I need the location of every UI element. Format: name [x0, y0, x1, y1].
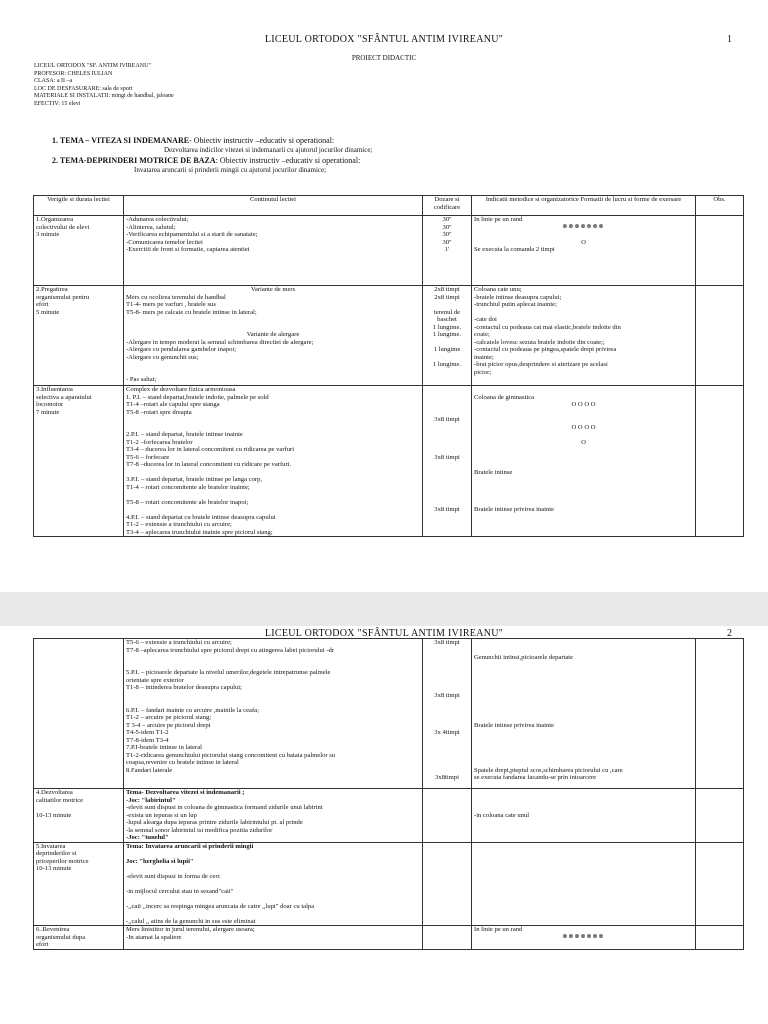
continut-line: [126, 895, 420, 903]
cell-obs: [696, 926, 744, 950]
dozare-line: [425, 354, 469, 362]
cell-indicatii: [472, 216, 696, 286]
cell-verigi: [34, 216, 124, 286]
continut-line: -elevii sunt dispusi in forma de cerc: [126, 872, 221, 880]
document-page-2: [0, 626, 768, 1024]
indicatii-line: [474, 476, 693, 484]
indicatii-line: In linie pe un rand: [474, 926, 523, 933]
indicatii-line: O: [581, 238, 586, 246]
cell-continut: [124, 216, 423, 286]
meta-location: LOC DE DESFASURARE: sala de sport: [34, 85, 133, 92]
continut-line: T1-2 – extensie a trunchiului cu arcuire;: [126, 521, 232, 528]
verigi-line: 3.Influentarea: [36, 386, 73, 393]
dozare-line: [425, 461, 469, 469]
verigi-line: 3 minute: [36, 231, 60, 238]
cell-dozare: [423, 842, 472, 926]
dozare-line: [425, 439, 469, 447]
continut-line: 8.Fandari laterale: [126, 766, 173, 774]
continut-line: 5.P.I. – picioarele departate la nivelul umerilor,degetele intrepatrunse palmele: [126, 669, 331, 676]
page-header: LICEUL ORTODOX "SFÂNTUL ANTIM IVIREANU": [264, 34, 504, 45]
dozare-line: [425, 737, 469, 745]
indicatii-line: [474, 409, 693, 417]
continut-line: T 3-4 – arcuire pe piciorul drept: [126, 721, 211, 729]
continut-line: orientate spre exterior: [126, 676, 184, 684]
verigi-line: 10-13 minute: [36, 811, 72, 819]
continut-line: -Comunicarea temelor lectiei: [126, 238, 203, 246]
continut-line: [126, 416, 420, 424]
continut-line: Mers cu ocolirea terenului de handbal: [126, 293, 226, 301]
verigi-line: 2.Pregatirea: [36, 286, 68, 293]
indicatii-line: [474, 647, 693, 655]
theme-2: 2. TEMA-DEPRINDERI MOTRICE DE BAZA: Obiectiv instructiv –educativ si operational:: [52, 156, 361, 165]
verigi-line: 5.Invatarea: [36, 842, 66, 850]
document-title: PROIECT DIDACTIC: [351, 54, 417, 62]
continut-line: -Verificarea echipamentului si a starii de sanatate;: [126, 231, 258, 238]
verigi-line: colectivului de elevi: [36, 223, 90, 231]
continut-line: 3.P.I. – stand departat, bratele intinse pe langa corp,: [126, 476, 263, 483]
indicatii-line: [474, 454, 693, 462]
meta-class: CLASA: a II –a: [34, 78, 73, 85]
cell-dozare: [423, 216, 472, 286]
dozare-line: 1 lungime: [433, 346, 461, 353]
continut-line: T1-8 – intinderea bratelor deasupra capului;: [126, 684, 242, 691]
cell-indicatii: [472, 842, 696, 926]
lesson-table-continued: [33, 638, 744, 950]
cell-continut: [124, 639, 423, 789]
dozare-line: terenul de: [433, 308, 461, 316]
cell-verigi: [34, 842, 124, 926]
indicatii-line: picior;: [474, 368, 492, 376]
verigi-line: selectiva a aparatului: [36, 393, 92, 401]
dozare-line: [425, 431, 469, 439]
dozare-line: [425, 662, 469, 670]
dozare-line: [425, 699, 469, 707]
page-number: 1: [727, 34, 732, 45]
continut-line: [126, 506, 420, 514]
dozare-line: [425, 446, 469, 454]
continut-line: T1-4 – rotari concomitente ale bratelor inainte;: [126, 483, 250, 491]
meta-size: EFECTIV: 15 elevi: [34, 100, 81, 107]
cell-dozare: [423, 926, 472, 950]
continut-line: coapsa,revenire cu bratele intinse in lateral: [126, 759, 239, 766]
cell-obs: [696, 216, 744, 286]
table-row: [34, 386, 744, 537]
continut-line: [126, 910, 420, 918]
dozare-line: [425, 301, 469, 309]
cell-dozare: [423, 639, 472, 789]
dozare-line: [425, 409, 469, 417]
indicatii-line: [474, 491, 693, 499]
header-indicatii: Indicatii metodice si organizatorice Formatii de lucru si forme de exersare: [472, 196, 696, 216]
continut-line: [126, 880, 420, 888]
dozare-line: [425, 401, 469, 409]
indicatii-line: [474, 416, 693, 424]
indicatii-line: [474, 231, 693, 239]
indicatii-line: [474, 309, 693, 317]
indicatii-line: coate;: [474, 331, 490, 338]
header-dozare: Dozare si codificare: [423, 196, 472, 216]
indicatii-line: ⊗⊗⊗⊗⊗⊗⊗: [562, 223, 605, 230]
indicatii-line: [474, 797, 693, 805]
dozare-line: [425, 476, 469, 484]
cell-indicatii: [472, 386, 696, 537]
indicatii-line: -brat picior opus,desprindere si aterizare pe acelasi: [474, 361, 608, 368]
indicatii-line: [474, 744, 693, 752]
continut-line: [126, 324, 420, 332]
indicatii-line: Bratele intinse: [474, 468, 513, 476]
dozare-line: baschet: [437, 316, 457, 323]
continut-line: -Exercitii de front si formatie, captarea atentiei: [126, 246, 250, 253]
continut-line: T4-5-idem T1-2: [126, 729, 169, 736]
indicatii-line: Bratele intinse privirea inainte: [474, 506, 555, 513]
indicatii-line: [474, 684, 693, 692]
indicatii-line: -contactul cu podeaua pe pingea,spatele drept privirea: [474, 346, 617, 353]
continut-line: 1. P.I. – stand departat,bratele indoite, palmele pe sold: [126, 393, 269, 401]
continut-line: -la semnal sonor labirintul isi modifica pozitia zidurilor: [126, 826, 273, 834]
indicatii-line: -calcaiele lovesc sezuta bratele indoite din coate;;: [474, 338, 605, 346]
continut-line: [126, 469, 420, 477]
dozare-line: [425, 386, 469, 394]
dozare-line: 3x8 timpi: [434, 691, 460, 699]
cell-dozare: [423, 286, 472, 386]
dozare-line: [425, 744, 469, 752]
dozare-line: [425, 722, 469, 730]
dozare-line: [425, 469, 469, 477]
dozare-line: 30'': [442, 238, 452, 246]
continut-line: -exista un iepuras si un lup: [126, 811, 197, 819]
table-row: [34, 216, 744, 286]
indicatii-line: Bratele intinse privirea inainte: [474, 721, 555, 729]
continut-line: 6.P.I. – fandari inainte cu arcuire ,mainile la ceafa;: [126, 706, 259, 714]
indicatii-line: -trunchiul putin aplecat inainte;: [474, 301, 557, 308]
continut-line: [126, 662, 420, 670]
continut-line: T5-6 – extensie a trunchiului cu arcuire;: [126, 639, 232, 646]
verigi-line: calitatilor motrice: [36, 796, 84, 804]
continut-line: T1-2-ridicarea genunchiului piciorului stang concomitent cu bataia palmelor su: [126, 751, 336, 759]
verigi-line: 4.Dezvoltarea: [36, 789, 73, 796]
cell-continut: [124, 386, 423, 537]
theme-2-objective: Invatarea aruncarii si prinderii mingii cu ajutorul jocurilor dinamice;: [134, 166, 327, 174]
dozare-line: 30'': [442, 216, 452, 223]
indicatii-line: ⊗⊗⊗⊗⊗⊗⊗: [562, 933, 605, 940]
table-row: [34, 789, 744, 843]
indicatii-line: -in coloana cate unul: [474, 811, 530, 819]
continut-line: T7-8-idem T3-4: [126, 736, 169, 744]
continut-line: Tema: Invatarea aruncarii si prinderii mingii: [126, 842, 254, 850]
indicatii-line: [474, 737, 693, 745]
verigi-line: 6..Revenirea: [36, 926, 70, 933]
header-continut: Continutul lectiei: [124, 196, 423, 216]
cell-obs: [696, 286, 744, 386]
continut-line: [126, 491, 420, 499]
indicatii-line: [474, 431, 693, 439]
cell-indicatii: [472, 639, 696, 789]
continut-line: -Alergare cu pendularea gambelor inapoi;: [126, 346, 237, 353]
dozare-line: [425, 339, 469, 347]
verigi-line: efort: [36, 941, 49, 948]
cell-indicatii: [472, 286, 696, 386]
dozare-line: [425, 767, 469, 775]
dozare-line: [425, 484, 469, 492]
indicatii-line: [474, 669, 693, 677]
indicatii-line: [474, 699, 693, 707]
continut-line: T3-4 – ducerea lor in lateral concomitent cu ridicarea pe varfuri: [126, 446, 295, 453]
indicatii-line: [474, 692, 693, 700]
dozare-line: 30'': [442, 223, 452, 231]
lesson-table: [33, 195, 744, 537]
indicatii-line: [474, 386, 693, 394]
dozare-line: [425, 647, 469, 655]
continut-line: -Joc: "labirintul": [126, 796, 176, 804]
indicatii-line: -cate doi: [474, 316, 497, 323]
verigi-line: organismului dupa: [36, 933, 86, 941]
dozare-line: 1 lungime.: [432, 331, 462, 338]
dozare-line: 3x8timpi: [435, 774, 459, 781]
indicatii-line: [474, 714, 693, 722]
cell-obs: [696, 386, 744, 537]
dozare-line: [425, 654, 469, 662]
continut-line: T5-8 –rotari spre dreapta: [126, 408, 192, 416]
table-row: [34, 286, 744, 386]
meta-materials: MATERIALE SI INSTALATII: mingi de handbal, jaloane: [34, 93, 174, 100]
dozare-line: 30'': [442, 231, 452, 238]
indicatii-line: Coloana cate unu;: [474, 286, 522, 293]
verigi-line: [36, 804, 121, 812]
table-row: [34, 842, 744, 926]
indicatii-line: [474, 484, 693, 492]
cell-verigi: [34, 286, 124, 386]
indicatii-line: [474, 759, 693, 767]
cell-dozare: [423, 789, 472, 843]
cell-verigi: [34, 926, 124, 950]
meta-school: LICEUL ORTODOX "SF. ANTIM IVIREANU": [34, 63, 151, 69]
verigi-line: priceperilor motrice: [36, 857, 89, 865]
indicatii-line: [474, 729, 693, 737]
continut-line: T5-8- mers pe calcaie cu bratele intinse in lateral;: [126, 308, 257, 316]
continut-line: [126, 692, 420, 700]
cell-verigi: [34, 789, 124, 843]
indicatii-line: [474, 446, 693, 454]
cell-continut: [124, 926, 423, 950]
continut-line: -Alergare in tempo moderat la semnal schimbarea directiei de alergare;: [126, 338, 314, 346]
continut-line: Tema- Dezvoltarea vitezei si indemanarii ;: [126, 789, 245, 796]
dozare-line: 1 lungime.: [432, 361, 462, 368]
page-number: 2: [727, 628, 732, 639]
verigi-line: 7 minute: [36, 408, 60, 416]
continut-line: T1-2 – arcuire pe piciorul stang;: [126, 714, 212, 721]
dozare-line: 1': [444, 246, 450, 253]
continut-line: -Alergare cu genunchii sus;: [126, 353, 199, 361]
continut-line: [126, 316, 420, 324]
cell-continut: [124, 842, 423, 926]
continut-line: Variante de mers: [250, 286, 296, 293]
continut-line: 4.P.I. – stand departat cu bratele intinse deasupra capului: [126, 513, 276, 521]
dozare-line: [425, 394, 469, 402]
header-obs: Obs.: [696, 196, 744, 216]
continut-line: [126, 361, 420, 369]
cell-obs: [696, 789, 744, 843]
cell-continut: [124, 789, 423, 843]
dozare-line: 3x8 timpi: [434, 453, 460, 461]
indicatii-line: [474, 639, 693, 647]
continut-line: 7.P.I-bratele intinse in lateral: [126, 744, 202, 751]
dozare-line: [425, 491, 469, 499]
theme-1: 1. TEMA – VITEZA SI INDEMANARE- Obiectiv instructiv –educativ si operational:: [52, 136, 335, 145]
continut-line: T5-8 – rotari concomitente ale bratelor inapoi;: [126, 498, 249, 506]
continut-line: -Joc: "tunelul": [126, 834, 169, 841]
continut-line: Mers linistitor in jurul terenului, alergare usoara;: [126, 926, 255, 933]
dozare-line: 1 lungime.: [432, 323, 462, 331]
cell-indicatii: [472, 789, 696, 843]
page-separator: [0, 592, 768, 626]
indicatii-line: [474, 499, 693, 507]
indicatii-line: Spatele drept,pieptul scos,schimbarea piciorului cu ,care: [474, 766, 623, 774]
dozare-line: 3x 4timpi: [434, 729, 460, 736]
indicatii-line: [474, 662, 693, 670]
theme-1-objective: Dezvoltarea indicilor vitezei si indemanarii cu ajutorul jocurilor dinamice;: [164, 146, 373, 154]
indicatii-line: Genunchii intinsi,picioarele departate: [474, 654, 574, 661]
indicatii-line: [474, 677, 693, 685]
continut-line: -Adunarea colectivului;: [126, 216, 189, 223]
continut-line: [126, 369, 420, 377]
continut-line: T1-4 –rotari ale capului spre stanga: [126, 401, 220, 408]
dozare-line: [425, 499, 469, 507]
continut-line: -In atamat la spaliere: [126, 933, 182, 941]
continut-line: [126, 850, 420, 858]
lesson-meta: [34, 63, 174, 109]
indicatii-line: O: [581, 438, 586, 446]
verigi-line: 5 minute: [36, 308, 60, 316]
verigi-line: 1.Organizarea: [36, 216, 74, 223]
dozare-line: [425, 684, 469, 692]
indicatii-line: [474, 707, 693, 715]
indicatii-line: O O O O: [571, 423, 596, 431]
indicatii-line: inainte;: [474, 353, 494, 361]
dozare-line: 3x8 timpi: [434, 506, 460, 513]
indicatii-line: se executa fandarea facandu-se prin intoarcere: [474, 774, 597, 781]
dozare-line: [425, 752, 469, 760]
indicatii-line: [474, 752, 693, 760]
continut-line: Variante de alergare: [246, 331, 300, 338]
continut-line: [126, 654, 420, 662]
continut-line: -elevii sunt dispusi in coloana de gimnastica formand zidurile unui labirint: [126, 804, 323, 811]
continut-line: [126, 424, 420, 432]
continut-line: - Pas saltat;: [126, 376, 157, 383]
dozare-line: [425, 707, 469, 715]
dozare-line: 2x8 timpi: [434, 293, 460, 301]
continut-line: -in mijlocul cercului stau in sezand"caii": [126, 887, 234, 895]
meta-teacher: PROFESOR: CHELES IULIAN: [34, 70, 113, 77]
cell-obs: [696, 842, 744, 926]
indicatii-line: [474, 789, 693, 797]
continut-line: -Alinierea, salutul;: [126, 223, 176, 231]
continut-line: T3-4 – aplecarea trunchiului inainte spre piciorul stang;: [126, 528, 273, 536]
continut-line: T1-2 –forfecarea bratelor: [126, 438, 193, 446]
indicatii-line: Se executa la comanda 2 timpi: [474, 246, 555, 253]
cell-continut: [124, 286, 423, 386]
cell-obs: [696, 639, 744, 789]
continut-line: 2.P.I. – stand departat, bratele intinse inainte: [126, 431, 243, 438]
cell-verigi: [34, 386, 124, 537]
continut-line: [126, 699, 420, 707]
table-row: [34, 926, 744, 950]
verigi-line: 10-13 minute: [36, 865, 72, 872]
continut-line: T7-8 –aplecarea trunchiului spre piciorul drept cu atingerea labei piciorului -dr: [126, 646, 334, 654]
continut-line: Joc: "herghelia si lupii": [126, 857, 194, 865]
indicatii-line: [474, 804, 693, 812]
table-row: [34, 639, 744, 789]
dozare-line: 3x8 timpi: [434, 416, 460, 423]
continut-line: -lupul alearga dupa iepuras printre zidurile labirintului pt. al prinde: [126, 819, 303, 826]
indicatii-line: Coloana de gimnastica: [474, 393, 535, 401]
dozare-line: [425, 759, 469, 767]
continut-line: T1-4- mers pe varfuri , bratele sus: [126, 301, 216, 308]
dozare-line: [425, 714, 469, 722]
indicatii-line: O O O O: [571, 401, 596, 408]
continut-line: Complex de dezvoltare fizica armonioasa: [126, 386, 236, 393]
indicatii-line: In linie pe un rand: [474, 216, 523, 223]
indicatii-line: -bratele intinse deasupra capului;: [474, 293, 562, 301]
continut-line: [126, 865, 420, 873]
dozare-line: 2x8 timpi: [434, 286, 460, 293]
dozare-line: [425, 669, 469, 677]
dozare-line: [425, 424, 469, 432]
continut-line: T5-6 – forfecare: [126, 453, 170, 461]
continut-line: -,,caii ,,incerc sa respinga mingea aruncata de catre ,,lupi" doar cu talpa: [126, 902, 315, 910]
verigi-line: deprinderilor si: [36, 850, 77, 857]
cell-verigi: [34, 639, 124, 789]
verigi-line: efort: [36, 301, 49, 308]
page-header: LICEUL ORTODOX "SFÂNTUL ANTIM IVIREANU": [264, 628, 504, 639]
indicatii-line: [474, 461, 693, 469]
continut-line: -,,calul ,, atins de la genunchi in sus este eliminat: [126, 917, 256, 925]
header-verigi: Verigile si durata lectiei: [34, 196, 124, 216]
continut-line: T7-8 –ducerea lor in lateral concomitent cu ridicare pe varfuri.: [126, 461, 292, 468]
cell-dozare: [423, 386, 472, 537]
cell-indicatii: [472, 926, 696, 950]
dozare-line: [425, 677, 469, 685]
verigi-line: organismului pentru: [36, 293, 90, 301]
indicatii-line: -contactul cu podeaua cat mai elastic,bratele indoite din: [474, 323, 621, 331]
dozare-line: 3x8 timpi: [434, 639, 460, 646]
verigi-line: locomotor: [36, 401, 64, 408]
